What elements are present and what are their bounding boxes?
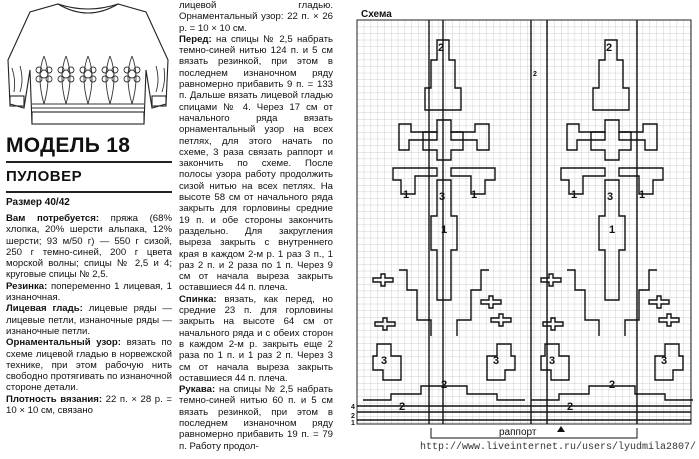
source-url: http://www.liveinternet.ru/users/lyudmila2807/ — [420, 442, 697, 453]
chart-label: Схема — [361, 9, 392, 20]
chart-symbol: 2 — [609, 379, 616, 391]
row-marker: 4 — [351, 404, 355, 411]
title-divider — [6, 161, 172, 163]
garment-type: ПУЛОВЕР — [6, 168, 83, 185]
edge-marker: 2 — [533, 71, 537, 78]
chart-symbol: 3 — [439, 191, 446, 203]
front-paragraph: Перед: на спицы № 2,5 набрать темно-синей нитью 124 п. и 5 см вязать резинкой, при этом в последнем изнаночном ряду равномерно прибавить 9 п. = 133 п. Дальше вязать лицевой гладью спицами № 4. Через 17 см от начального ряда вязать орнаментальный узор на всех петлях, для этого начать по схеме, 3 раза связать раппорт и закончить по схеме. После полосы узора работу продолжить сизой нитью на всех петлях. На высоте 58 см от начального ряда закрыть для горловины средние 19 п. и обе стороны закончить раздельно. Для закругления выреза закрыть с внутреннего края в каждом 2-м р. 1 раз 3 п., 1 раз 2 п. и 2 раза по 1 п. Через 9 см от начала выреза закрыть оставшиеся 44 п. плеча. — [179, 33, 333, 294]
row-marker: 2 — [351, 413, 355, 420]
repeat-bracket — [431, 425, 637, 438]
repeat-label: раппорт — [499, 427, 537, 438]
size-line: Размер 40/42 — [6, 197, 70, 208]
instructions-column-2 — [179, 0, 333, 452]
row-marker: 1 — [351, 420, 355, 427]
chart-symbol: 2 — [567, 401, 574, 413]
back-paragraph: Спинка: вязать, как перед, но средние 23 п. для горловины закрыть на высоте 64 см от начального ряда и с обеих сторон в каждом 2-м р. закрыть еще 2 раза по 1 п. и 1 раз 2 п. Через 3 см от начала выреза закрыть оставшиеся 44 п. плеча. — [179, 293, 334, 384]
sweater-sketch — [6, 0, 171, 132]
sleeves-paragraph: Рукава: на спицы № 2,5 набрать темно-синей нитью 60 п. и 5 см вязать резинкой, при этом в последнем изнаночном ряду равномерно прибавить 19 п. = 79 п. Работу продол- — [179, 384, 333, 452]
knitting-chart — [351, 0, 699, 459]
chart-symbol: 3 — [493, 355, 500, 367]
chart-symbol: 1 — [471, 189, 478, 201]
chart-symbol: 3 — [381, 355, 388, 367]
chart-symbol: 2 — [441, 379, 448, 391]
chart-symbol: 1 — [639, 189, 646, 201]
instructions-column-1 — [6, 213, 172, 416]
chart-symbol: 3 — [661, 355, 668, 367]
chart-symbol: 3 — [607, 191, 614, 203]
stockinette-paragraph: Лицевая гладь: лицевые ряды — лицевые петли, изнаночные ряды — изнаночные петли. — [6, 303, 172, 337]
subtitle-divider — [6, 191, 172, 193]
chart-symbol: 2 — [606, 42, 613, 54]
model-title: МОДЕЛЬ 18 — [6, 134, 131, 157]
chart-grid — [357, 20, 691, 424]
materials-paragraph: Вам потребуется: пряжа (68% хлопка, 20% шерсти альпака, 12% шерсти; 93 м/50 г) — 550 г сизой, 250 г темно-синей, 200 г цвета морской волны; спицы № 2,5 и 4; круговые спицы № 2,5. — [6, 213, 172, 281]
rib-paragraph: Резинка: попеременно 1 лицевая, 1 изнаночная. — [6, 280, 172, 304]
chart-symbol: 2 — [399, 401, 406, 413]
chart-symbol: 1 — [441, 224, 448, 236]
chart-symbol: 3 — [549, 355, 556, 367]
chart-symbol: 1 — [609, 224, 616, 236]
ornament-paragraph: Орнаментальный узор: вязать по схеме лицевой гладью в норвежской технике, при этом рабочую нить свободно протягивать по изнаночной стороне детали. — [6, 337, 172, 394]
chart-symbol: 1 — [403, 189, 410, 201]
gauge-continued: лицевой гладью. Орнаментальный узор: 22 п. × 26 р. = 10 × 10 см. — [179, 0, 333, 34]
chart-symbol: 2 — [438, 42, 445, 54]
gauge-paragraph: Плотность вязания: 22 п. × 28 р. = 10 × 10 см, связано — [6, 393, 172, 417]
chart-symbol: 1 — [571, 189, 578, 201]
